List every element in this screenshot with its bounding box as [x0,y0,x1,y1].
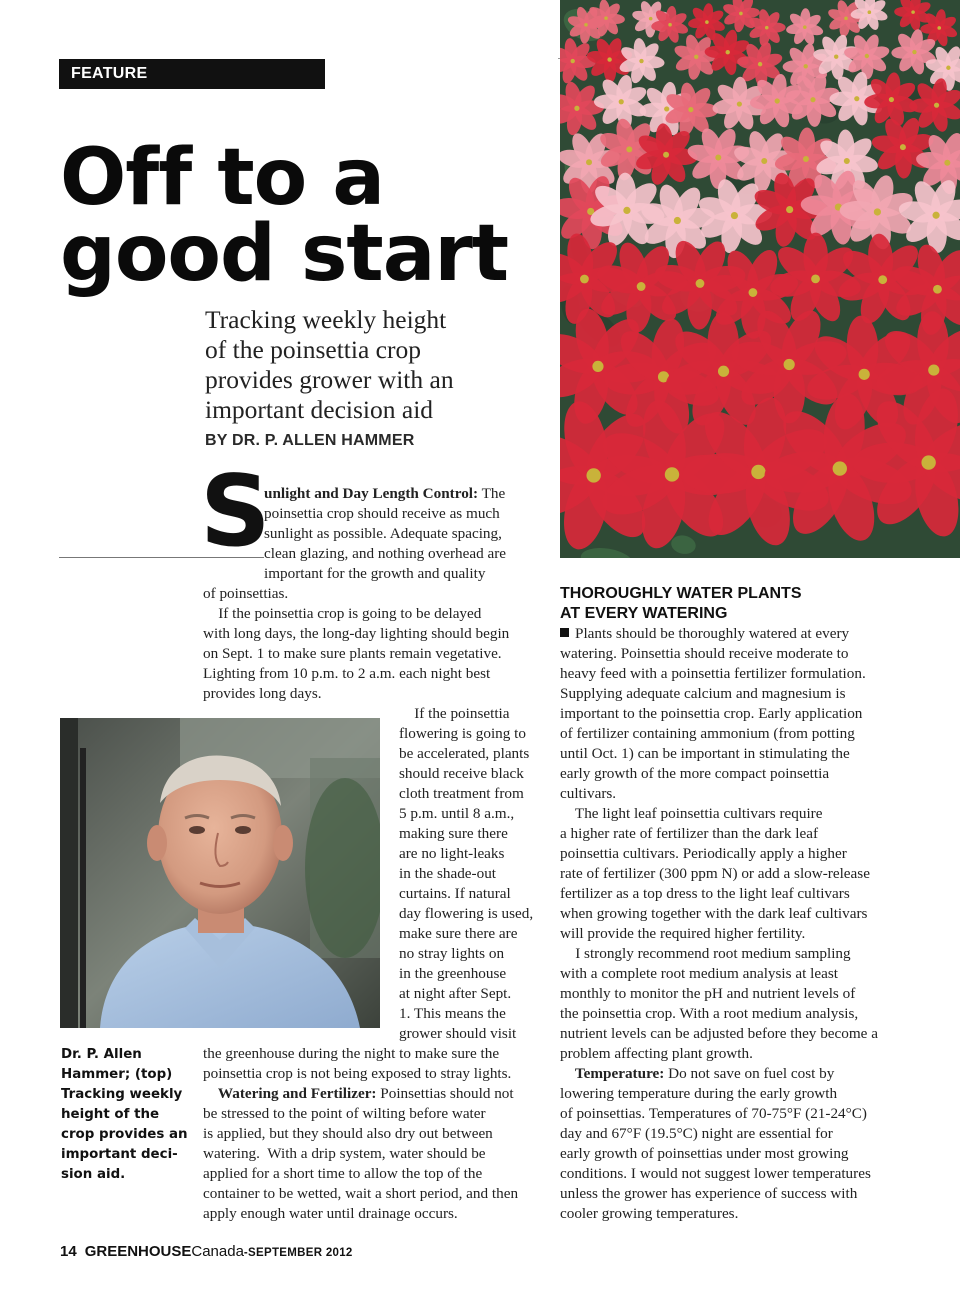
line-text: The light leaf poinsettia cultivars require [560,805,823,822]
text-line [560,864,870,884]
caption-line: important deci- [61,1147,178,1162]
line-text: Poinsettias should not [376,1085,514,1102]
line-text: fertilizer as a top dress to the light leaf cultivars [560,885,850,902]
line-text: cooler growing temperatures. [560,1205,739,1222]
caption-line: height of the [61,1107,160,1122]
article-deck [205,305,535,425]
text-line [560,1184,857,1204]
deck-line: important decision aid [205,395,434,424]
line-text: a higher rate of fertilizer than the dark leaf [560,825,819,842]
text-line [264,544,506,564]
text-line [560,804,822,824]
caption-line: Hammer; (top) [61,1067,173,1082]
drop-cap: S [200,455,271,569]
poinsettia-image [560,0,960,558]
line-text: poinsettia cultivars. Periodically apply a higher [560,845,847,862]
line-text: of poinsettias. [203,585,289,602]
text-line: should receive black [399,765,524,782]
deck-line: of the poinsettia crop [205,335,421,364]
line-text: nutrient levels can be adjusted before they become a [560,1025,878,1042]
line-text: I strongly recommend root medium sampling [560,945,851,962]
page-footer [60,1243,353,1261]
line-text: Plants should be thoroughly watered at every [575,625,850,642]
line-text: the greenhouse during the night to make sure the [203,1045,500,1062]
line-text: applied for a short time to allow the top of the [203,1165,483,1182]
subhead-line: AT EVERY WATERING [560,605,728,622]
article-title [60,133,540,299]
text-line: be accelerated, plants [399,745,530,762]
text-line: make sure there are [399,925,518,942]
text-line: are no light-leaks [399,845,505,862]
text-line [203,584,288,604]
text-line [560,724,855,744]
text-line [560,884,850,904]
deck-line: Tracking weekly height [205,305,447,334]
line-text: with a complete root medium analysis at least [560,965,838,982]
text-line: grower should visit [399,1025,517,1042]
magazine-name-light: Canada [191,1243,244,1260]
line-text: will provide the required higher fertility. [560,925,806,942]
line-text: Lighting from 10 p.m. to 2 a.m. each night best [203,665,491,682]
byline: BY DR. P. ALLEN HAMMER [205,432,415,449]
text-line [560,744,850,764]
line-text: lowering temperature during the early growth [560,1085,838,1102]
text-line: If the poinsettia [399,705,510,722]
line-text: early growth of the more compact poinsettia [560,765,830,782]
text-line: 1. This means the [399,1005,506,1022]
line-text: is applied, but they should also dry out between [203,1125,493,1142]
run-in-head: Watering and Fertilizer: [203,1085,377,1102]
text-line [203,1144,486,1164]
text-line [560,784,616,804]
line-text: early growth of poinsettias under most growing [560,1145,849,1162]
text-line [560,1104,867,1124]
caption-line: sion aid. [61,1167,126,1182]
text-line [264,524,502,544]
line-text: unless the grower has experience of success with [560,1185,858,1202]
line-text: important to the poinsettia crop. Early application [560,705,863,722]
text-line: flowering is going to [399,725,526,742]
text-line: curtains. If natural [399,885,511,902]
issue-date: -SEPTEMBER 2012 [243,1247,353,1259]
text-line [203,684,322,704]
text-line [560,1044,753,1064]
text-line [560,984,855,1004]
line-text: important for the growth and quality [264,565,486,582]
text-line [203,1104,486,1124]
text-line [203,1164,482,1184]
text-line [203,1084,514,1104]
line-text: of poinsettias. Temperatures of 70-75°F (21-24°C) [560,1105,867,1122]
line-text: conditions. I would not suggest lower temperatures [560,1165,871,1182]
text-line [203,624,509,644]
line-text: watering. Poinsettia should receive moderate to [560,645,849,662]
line-text: problem affecting plant growth. [560,1045,753,1062]
text-line [203,1184,518,1204]
text-line [560,924,805,944]
text-line: day flowering is used, [399,905,534,922]
text-line: 5 p.m. until 8 a.m., [399,805,515,822]
text-line: no stray lights on [399,945,505,962]
line-text: sunlight as possible. Adequate spacing, [264,525,502,542]
text-line: at night after Sept. [399,985,512,1002]
photo-caption [61,1045,191,1185]
line-text: cultivars. [560,785,617,802]
bullet-icon [560,628,569,637]
text-line [203,1044,499,1064]
title-line: good start [60,209,509,299]
caption-line: Dr. P. Allen [61,1047,142,1062]
text-line [203,1204,458,1224]
line-text: rate of fertilizer (300 ppm N) or add a slow-release [560,865,870,882]
title-line: Off to a [60,133,384,223]
text-line [560,1204,738,1224]
run-in-head: unlight and Day Length Control: [264,485,479,502]
line-text: of fertilizer containing ammonium (from potting [560,725,855,742]
text-line [560,964,838,984]
text-line [203,664,490,684]
text-line [264,484,505,504]
caption-line: crop provides an [61,1127,188,1142]
line-text: heavy feed with a poinsettia fertilizer formulation. [560,665,866,682]
text-line [560,624,849,644]
line-text: The [478,485,506,502]
text-line: making sure there [399,825,508,842]
text-line: in the greenhouse [399,965,507,982]
text-line [560,1124,833,1144]
text-line [560,824,818,844]
text-line [203,1124,493,1144]
text-line [560,664,866,684]
text-line [560,1164,871,1184]
subhead-line: THOROUGHLY WATER PLANTS [560,585,802,602]
line-text: If the poinsettia crop is going to be delayed [203,605,482,622]
line-text: Do not save on fuel cost by [664,1065,835,1082]
text-line [560,1144,849,1164]
text-line [560,844,847,864]
text-line [560,1084,837,1104]
text-line [560,904,867,924]
text-line [560,644,848,664]
text-line [560,704,862,724]
text-line [560,764,829,784]
line-text: Supplying adequate calcium and magnesium is [560,685,846,702]
line-text: be stressed to the point of wilting before water [203,1105,486,1122]
text-line: in the shade-out [399,865,497,882]
text-line [264,564,485,584]
text-line [203,644,502,664]
text-line [560,1064,834,1084]
line-text: with long days, the long-day lighting should begin [203,625,510,642]
line-text: monthly to monitor the pH and nutrient levels of [560,985,856,1002]
section-label: FEATURE [59,59,325,89]
line-text: provides long days. [203,685,322,702]
text-line [203,604,481,624]
run-in-head: Temperature: [560,1065,665,1082]
line-text: the poinsettia crop. With a root medium analysis, [560,1005,859,1022]
line-text: poinsettia crop is not being exposed to stray lights. [203,1065,512,1082]
subhead [560,584,802,624]
text-line [560,944,851,964]
text-line [560,1004,858,1024]
line-text: day and 67°F (19.5°C) night are essential for [560,1125,833,1142]
line-text: when growing together with the dark leaf cultivars [560,905,868,922]
line-text: poinsettia crop should receive as much [264,505,500,522]
text-line [560,1024,878,1044]
line-text: container to be wetted, wait a short period, and then [203,1185,519,1202]
text-line: cloth treatment from [399,785,524,802]
magazine-name-bold: GREENHOUSE [84,1243,192,1260]
deck-line: provides grower with an [205,365,454,394]
line-text: on Sept. 1 to make sure plants remain vegetative. [203,645,502,662]
caption-line: Tracking weekly [61,1087,183,1102]
text-line [560,684,846,704]
line-text: apply enough water until drainage occurs. [203,1205,458,1222]
line-text: watering. With a drip system, water should be [203,1145,486,1162]
poinsettia-photo [560,0,960,558]
page-number: 14 [60,1243,77,1260]
text-line [264,504,500,524]
line-text: clean glazing, and nothing overhead are [264,545,507,562]
author-portrait-photo [60,718,380,1028]
line-text: until Oct. 1) can be important in stimulating the [560,745,850,762]
author-portrait-image [60,718,380,1028]
text-line [203,1064,511,1084]
